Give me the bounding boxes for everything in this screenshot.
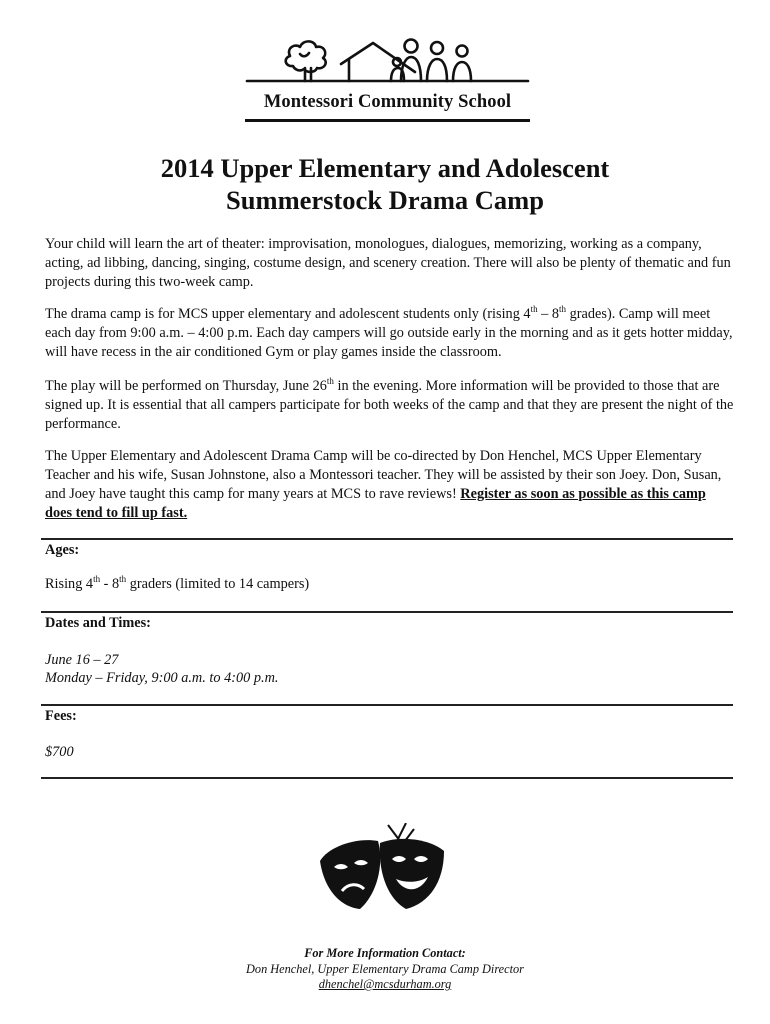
logo-underline — [245, 119, 530, 122]
eligibility-sup-1: th — [530, 304, 538, 315]
ages-text-3: graders (limited to 14 campers) — [126, 576, 310, 592]
directors-paragraph — [45, 447, 735, 523]
section-divider — [41, 611, 733, 613]
title-line-1: 2014 Upper Elementary and Adolescent — [160, 153, 610, 183]
eligibility-sup-2: th — [559, 304, 567, 315]
eligibility-paragraph — [45, 305, 735, 362]
performance-paragraph — [45, 377, 735, 434]
ages-value — [45, 575, 309, 594]
ages-text-1: Rising 4 — [45, 576, 94, 592]
school-name: Montessori Community School — [263, 92, 512, 112]
fees-value: $700 — [45, 744, 74, 760]
drama-masks-icon — [318, 823, 448, 911]
eligibility-text-2: – 8 — [537, 306, 560, 322]
dates-hours: Monday – Friday, 9:00 a.m. to 4:00 p.m. — [45, 670, 279, 686]
school-logo — [245, 34, 530, 126]
intro-paragraph: Your child will learn the art of theater: improvisation, monologues, dialogues, memorizing, working as a company, acting, ad libbing, dancing, singing, costume design, and scenery creation. There will also be plenty of thematic and fun projects during this two-week camp. — [45, 236, 731, 290]
school-logo-icon — [245, 34, 530, 94]
drama-masks — [318, 823, 448, 911]
ages-sup-1: th — [93, 574, 101, 585]
title-line-2: Summerstock Drama Camp — [226, 185, 544, 215]
eligibility-text-3: grades). Camp will meet each day from 9:00 a.m. – 4:00 p.m. Each day campers will go outside early in the morning and as it gets hotter midday, will have recess in the air conditioned Gym or play games inside the classroom. — [45, 306, 733, 360]
ages-sup-2: th — [119, 574, 127, 585]
ages-heading: Ages: — [45, 542, 80, 558]
eligibility-text-1: The drama camp is for MCS upper elementary and adolescent students only (rising 4 — [45, 306, 531, 322]
section-divider — [41, 704, 733, 706]
ages-text-2: - 8 — [100, 576, 120, 592]
directors-text: The Upper Elementary and Adolescent Drama Camp will be co-directed by Don Henchel, MCS Upper Elementary Teacher and his wife, Susan Johnstone, also a Montessori teacher. They will be assisted by their son Joey. Don, Susan, and Joey have taught this camp for many years at MCS to rave reviews! — [45, 448, 722, 502]
page-title — [0, 152, 770, 216]
register-callout: Register as soon as possible as this camp does tend to fill up fast. — [45, 486, 706, 521]
contact-heading: For More Information Contact: — [304, 946, 466, 960]
dates-range: June 16 – 27 — [45, 652, 119, 668]
dates-heading: Dates and Times: — [45, 615, 151, 631]
contact-name: Don Henchel, Upper Elementary Drama Camp Director — [246, 962, 524, 976]
performance-sup: th — [326, 376, 334, 387]
contact-email-link[interactable]: dhenchel@mcsdurham.org — [318, 977, 452, 991]
section-divider — [41, 538, 733, 540]
performance-text-2: in the evening. More information will be provided to those that are signed up. It is essential that all campers participate for both weeks of the camp and that they are present the night of the performance. — [45, 378, 734, 432]
fees-heading: Fees: — [45, 708, 77, 724]
section-divider — [41, 777, 733, 779]
performance-text-1: The play will be performed on Thursday, June 26 — [45, 378, 327, 394]
